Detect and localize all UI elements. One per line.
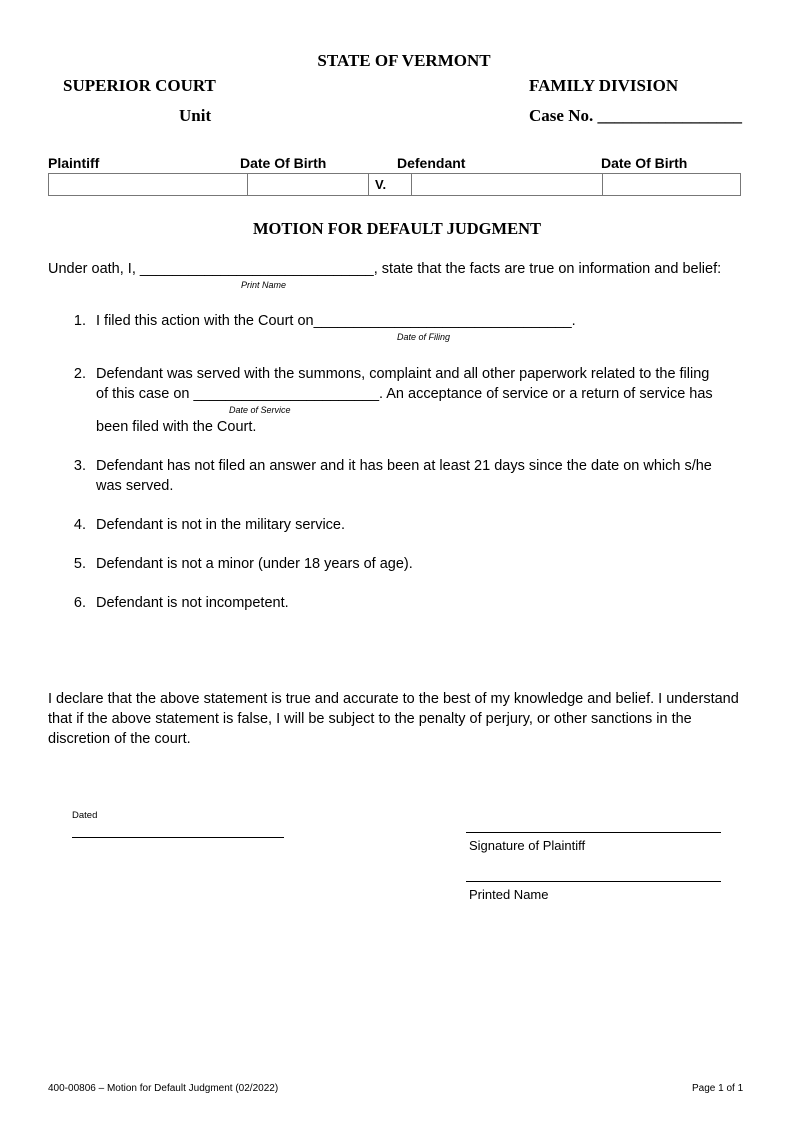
item-number: 1. (73, 313, 86, 329)
defendant-dob-label: Date Of Birth (601, 155, 688, 171)
declaration-line2: that if the above statement is false, I will be subject to the penalty of perjury, or other sanctions in the (48, 711, 692, 727)
item-number: 3. (73, 458, 86, 474)
list-item (60, 456, 712, 476)
division-name: FAMILY DIVISION (529, 76, 679, 95)
unit-label: Unit (179, 106, 212, 125)
item-text: Defendant was served with the summons, complaint and all other paperwork related to the filing (96, 366, 710, 382)
printed-name-line[interactable] (466, 881, 721, 882)
item-number: 6. (73, 595, 86, 611)
item-text: Defendant is not a minor (under 18 years of age). (96, 556, 413, 572)
dated-label: Dated (72, 810, 98, 821)
plaintiff-field[interactable] (49, 174, 248, 196)
declaration-line3: discretion of the court. (48, 731, 191, 747)
state-title: STATE OF VERMONT (317, 51, 491, 70)
list-item (60, 364, 709, 384)
defendant-field[interactable] (412, 174, 603, 196)
motion-title: MOTION FOR DEFAULT JUDGMENT (252, 219, 541, 238)
item-text: I filed this action with the Court on________________________________. (96, 313, 576, 329)
item-text: Defendant is not in the military service. (96, 517, 346, 533)
list-item (60, 311, 576, 331)
item-number: 2. (73, 366, 86, 382)
item-number: 4. (73, 517, 86, 533)
list-item (60, 554, 413, 574)
signature-line[interactable] (466, 832, 721, 833)
plaintiff-dob-label: Date Of Birth (240, 155, 327, 171)
list-item (60, 515, 345, 535)
printed-name-label: Printed Name (469, 887, 549, 902)
defendant-label: Defendant (397, 155, 466, 171)
item-number: 5. (73, 556, 86, 572)
page-number: Page 1 of 1 (692, 1083, 744, 1094)
versus-cell: V. (369, 174, 412, 196)
date-of-service-caption: Date of Service (229, 405, 291, 415)
defendant-dob-field[interactable] (603, 174, 741, 196)
oath-statement: Under oath, I, _____________________________, state that the facts are true on information and belief: (48, 261, 722, 277)
declaration-line1: I declare that the above statement is true and accurate to the best of my knowledge and belief. I understand (48, 691, 739, 707)
item-text-line2: was served. (96, 478, 174, 494)
plaintiff-label: Plaintiff (48, 155, 100, 171)
date-of-filing-caption: Date of Filing (397, 332, 451, 342)
item-text: Defendant has not filed an answer and it has been at least 21 days since the date on which s/he (96, 458, 712, 474)
print-name-caption: Print Name (241, 280, 287, 290)
item-text-line2: of this case on _______________________. An acceptance of service or a return of service has (96, 386, 713, 402)
item-text-line3: been filed with the Court. (96, 419, 257, 435)
case-number: Case No. _________________ (529, 106, 742, 125)
item-text: Defendant is not incompetent. (96, 595, 289, 611)
plaintiff-dob-field[interactable] (248, 174, 369, 196)
court-name: SUPERIOR COURT (63, 76, 216, 95)
signature-label: Signature of Plaintiff (469, 838, 586, 853)
dated-line[interactable] (72, 837, 284, 838)
form-id: 400-00806 – Motion for Default Judgment (02/2022) (48, 1083, 279, 1094)
list-item (60, 593, 289, 613)
parties-table (48, 173, 741, 196)
